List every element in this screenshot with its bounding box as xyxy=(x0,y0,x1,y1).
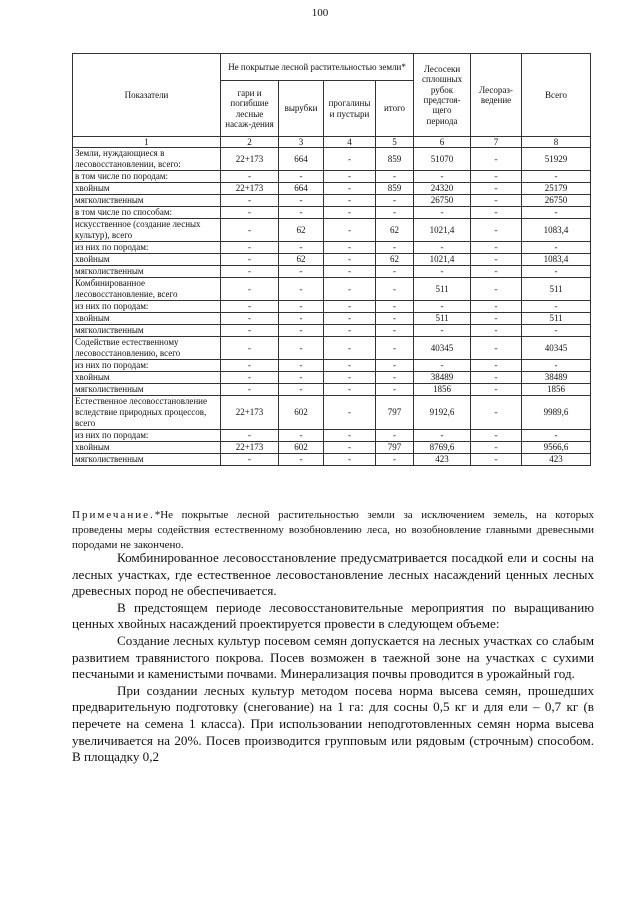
table-body xyxy=(73,148,591,466)
row-value-c4: 859 xyxy=(376,183,414,195)
row-value-c6: - xyxy=(471,171,522,183)
table-row xyxy=(73,278,591,301)
row-value-c5: 511 xyxy=(414,313,471,325)
row-label: из них по породам: xyxy=(73,430,221,442)
column-number: 8 xyxy=(522,137,591,148)
row-value-c1: - xyxy=(221,254,279,266)
row-value-c5: 38489 xyxy=(414,372,471,384)
row-value-c6: - xyxy=(471,278,522,301)
row-value-c3: - xyxy=(324,301,376,313)
row-value-c5: - xyxy=(414,301,471,313)
table-row xyxy=(73,442,591,454)
column-number: 7 xyxy=(471,137,522,148)
body-text xyxy=(72,550,594,766)
row-value-c3: - xyxy=(324,372,376,384)
column-number: 2 xyxy=(221,137,279,148)
row-value-c5: - xyxy=(414,266,471,278)
row-value-c1: - xyxy=(221,171,279,183)
row-value-c7: 511 xyxy=(522,313,591,325)
row-value-c7: - xyxy=(522,171,591,183)
row-value-c1: - xyxy=(221,360,279,372)
row-value-c7: 38489 xyxy=(522,372,591,384)
table-row xyxy=(73,266,591,278)
row-value-c5: 8769,6 xyxy=(414,442,471,454)
row-value-c2: - xyxy=(279,278,324,301)
row-value-c2: 62 xyxy=(279,254,324,266)
row-value-c4: - xyxy=(376,430,414,442)
row-label: Содействие естественному лесовосстановлению, всего xyxy=(73,337,221,360)
row-value-c7: 26750 xyxy=(522,195,591,207)
row-value-c4: - xyxy=(376,384,414,396)
row-value-c7: 9989,6 xyxy=(522,396,591,430)
header-afforestation: Лесораз-ведение xyxy=(471,54,522,137)
header-subtotal: итого xyxy=(376,81,414,137)
row-value-c5: - xyxy=(414,171,471,183)
row-value-c3: - xyxy=(324,278,376,301)
row-value-c5: 511 xyxy=(414,278,471,301)
column-number: 4 xyxy=(324,137,376,148)
row-value-c4: - xyxy=(376,301,414,313)
header-total: Всего xyxy=(522,54,591,137)
row-label: искусственное (создание лесных культур), всего xyxy=(73,219,221,242)
row-value-c6: - xyxy=(471,384,522,396)
table-row xyxy=(73,430,591,442)
paragraph: Комбинированное лесовосстановление предусматривается посадкой ели и сосны на лесных участках, где естественное лесовостановление лесных насаждений ценных лесных древесных пород не обеспечивается. xyxy=(72,550,594,599)
table-row xyxy=(73,313,591,325)
row-value-c1: - xyxy=(221,325,279,337)
row-value-c6: - xyxy=(471,301,522,313)
column-number: 3 xyxy=(279,137,324,148)
header-uncovered-lands: Не покрытые лесной растительностью земли* xyxy=(221,54,414,81)
row-value-c2: - xyxy=(279,207,324,219)
row-label: в том числе по породам: xyxy=(73,171,221,183)
row-value-c2: - xyxy=(279,301,324,313)
row-value-c3: - xyxy=(324,442,376,454)
row-label: Естественное лесовосстановление вследствие природных процессов, всего xyxy=(73,396,221,430)
row-value-c6: - xyxy=(471,372,522,384)
row-value-c3: - xyxy=(324,219,376,242)
table-row xyxy=(73,148,591,171)
paragraph: Создание лесных культур посевом семян допускается на лесных участках со слабым развитием травянистого покрова. Посев возможен в таежной зоне на участках с сухими песчаными и каменистыми почвами. Минерализация почвы проводится в урожайный год. xyxy=(72,632,594,682)
column-numbers-row xyxy=(73,137,591,148)
table-row xyxy=(73,183,591,195)
row-value-c2: - xyxy=(279,384,324,396)
row-value-c5: - xyxy=(414,325,471,337)
row-value-c2: - xyxy=(279,266,324,278)
row-value-c5: 40345 xyxy=(414,337,471,360)
row-value-c4: - xyxy=(376,278,414,301)
table-note xyxy=(72,508,594,553)
row-value-c2: - xyxy=(279,195,324,207)
row-value-c5: - xyxy=(414,360,471,372)
row-value-c4: - xyxy=(376,454,414,466)
row-value-c7: - xyxy=(522,325,591,337)
row-value-c7: - xyxy=(522,301,591,313)
header-indicators: Показатели xyxy=(73,54,221,137)
table-row xyxy=(73,195,591,207)
row-value-c3: - xyxy=(324,195,376,207)
row-label: мягколиственным xyxy=(73,266,221,278)
row-value-c4: 62 xyxy=(376,219,414,242)
row-value-c7: - xyxy=(522,207,591,219)
row-value-c6: - xyxy=(471,442,522,454)
table-row xyxy=(73,242,591,254)
row-value-c1: - xyxy=(221,219,279,242)
row-label: Комбинированное лесовосстановление, всего xyxy=(73,278,221,301)
row-value-c6: - xyxy=(471,266,522,278)
row-value-c2: - xyxy=(279,242,324,254)
row-label: из них по породам: xyxy=(73,360,221,372)
row-value-c3: - xyxy=(324,454,376,466)
row-value-c4: - xyxy=(376,360,414,372)
row-value-c1: - xyxy=(221,430,279,442)
row-value-c1: - xyxy=(221,372,279,384)
row-value-c1: 22+173 xyxy=(221,183,279,195)
row-value-c4: 62 xyxy=(376,254,414,266)
row-value-c1: - xyxy=(221,195,279,207)
table-row xyxy=(73,301,591,313)
row-value-c3: - xyxy=(324,325,376,337)
row-value-c4: - xyxy=(376,313,414,325)
row-value-c4: 859 xyxy=(376,148,414,171)
row-label: в том числе по способам: xyxy=(73,207,221,219)
row-value-c1: 22+173 xyxy=(221,442,279,454)
row-value-c7: - xyxy=(522,360,591,372)
row-value-c7: 51929 xyxy=(522,148,591,171)
row-value-c5: 24320 xyxy=(414,183,471,195)
row-value-c5: - xyxy=(414,207,471,219)
row-value-c7: 1856 xyxy=(522,384,591,396)
header-logging-sites: Лесосеки сплошных рубок предстоя-щего периода xyxy=(414,54,471,137)
row-value-c1: - xyxy=(221,301,279,313)
row-value-c6: - xyxy=(471,430,522,442)
row-value-c2: - xyxy=(279,313,324,325)
table-row xyxy=(73,337,591,360)
row-value-c7: 40345 xyxy=(522,337,591,360)
reforestation-table xyxy=(72,53,591,466)
row-value-c4: - xyxy=(376,207,414,219)
row-value-c4: - xyxy=(376,266,414,278)
row-value-c7: - xyxy=(522,242,591,254)
row-value-c4: - xyxy=(376,337,414,360)
row-value-c7: - xyxy=(522,266,591,278)
table-row xyxy=(73,360,591,372)
row-value-c1: - xyxy=(221,207,279,219)
row-value-c6: - xyxy=(471,195,522,207)
row-value-c4: 797 xyxy=(376,442,414,454)
row-value-c5: 9192,6 xyxy=(414,396,471,430)
paragraph: В предстоящем периоде лесовосстановительные мероприятия по выращиванию ценных хвойных насаждений проектируется провести в следующем объеме: xyxy=(72,599,594,632)
row-label: хвойным xyxy=(73,183,221,195)
row-label: хвойным xyxy=(73,254,221,266)
row-value-c6: - xyxy=(471,313,522,325)
row-value-c7: - xyxy=(522,430,591,442)
table-row xyxy=(73,171,591,183)
row-value-c7: 1083,4 xyxy=(522,254,591,266)
row-value-c2: 62 xyxy=(279,219,324,242)
row-value-c6: - xyxy=(471,219,522,242)
row-value-c6: - xyxy=(471,360,522,372)
row-label: мягколиственным xyxy=(73,325,221,337)
row-value-c3: - xyxy=(324,171,376,183)
row-label: из них по породам: xyxy=(73,242,221,254)
row-value-c3: - xyxy=(324,148,376,171)
column-number: 5 xyxy=(376,137,414,148)
row-value-c6: - xyxy=(471,454,522,466)
table-row xyxy=(73,454,591,466)
row-value-c7: 423 xyxy=(522,454,591,466)
row-label: мягколиственным xyxy=(73,195,221,207)
row-label: хвойным xyxy=(73,372,221,384)
table-row xyxy=(73,372,591,384)
row-value-c5: 51070 xyxy=(414,148,471,171)
row-value-c2: 602 xyxy=(279,396,324,430)
header-clearings: вырубки xyxy=(279,81,324,137)
table-row xyxy=(73,396,591,430)
row-label: мягколиственным xyxy=(73,384,221,396)
row-value-c6: - xyxy=(471,242,522,254)
row-value-c1: - xyxy=(221,337,279,360)
row-value-c2: - xyxy=(279,360,324,372)
row-value-c2: 664 xyxy=(279,148,324,171)
row-value-c1: - xyxy=(221,313,279,325)
page-number: 100 xyxy=(311,7,329,19)
row-value-c3: - xyxy=(324,337,376,360)
row-value-c4: - xyxy=(376,325,414,337)
row-value-c3: - xyxy=(324,242,376,254)
column-number: 6 xyxy=(414,137,471,148)
row-value-c3: - xyxy=(324,207,376,219)
row-value-c6: - xyxy=(471,207,522,219)
row-value-c5: - xyxy=(414,430,471,442)
row-value-c5: 26750 xyxy=(414,195,471,207)
row-value-c4: - xyxy=(376,195,414,207)
row-value-c3: - xyxy=(324,360,376,372)
row-value-c3: - xyxy=(324,384,376,396)
row-value-c1: 22+173 xyxy=(221,396,279,430)
row-value-c2: - xyxy=(279,454,324,466)
table-row xyxy=(73,384,591,396)
row-value-c4: 797 xyxy=(376,396,414,430)
row-value-c2: 664 xyxy=(279,183,324,195)
row-value-c6: - xyxy=(471,396,522,430)
row-value-c3: - xyxy=(324,183,376,195)
row-value-c7: 1083,4 xyxy=(522,219,591,242)
row-value-c6: - xyxy=(471,337,522,360)
row-value-c4: - xyxy=(376,171,414,183)
row-value-c1: - xyxy=(221,384,279,396)
row-value-c5: 1021,4 xyxy=(414,219,471,242)
header-glades: прогалины и пустыри xyxy=(324,81,376,137)
row-value-c5: 423 xyxy=(414,454,471,466)
row-value-c3: - xyxy=(324,430,376,442)
row-value-c2: - xyxy=(279,372,324,384)
row-value-c3: - xyxy=(324,254,376,266)
table-row xyxy=(73,325,591,337)
row-label: из них по породам: xyxy=(73,301,221,313)
row-label: Земли, нуждающиеся в лесовосстановлении, всего: xyxy=(73,148,221,171)
row-value-c4: - xyxy=(376,242,414,254)
row-value-c1: - xyxy=(221,242,279,254)
row-value-c2: - xyxy=(279,325,324,337)
row-value-c5: 1856 xyxy=(414,384,471,396)
row-value-c1: 22+173 xyxy=(221,148,279,171)
row-value-c6: - xyxy=(471,325,522,337)
paragraph: При создании лесных культур методом посева норма высева семян, прошедших предварительную подготовку (снегование) на 1 га: для сосны 0,5 кг и для ели – 0,7 кг (в перечете на семена 1 класса). При использовании неподготовленных семян норма высева увеличивается на 20%. Посев производится групповым или рядовым (строчным) способом. В площадку 0,2 xyxy=(72,682,594,765)
row-value-c5: 1021,4 xyxy=(414,254,471,266)
row-label: хвойным xyxy=(73,313,221,325)
row-value-c3: - xyxy=(324,313,376,325)
row-value-c2: - xyxy=(279,430,324,442)
column-number: 1 xyxy=(73,137,221,148)
row-value-c7: 511 xyxy=(522,278,591,301)
table-row xyxy=(73,219,591,242)
row-value-c6: - xyxy=(471,148,522,171)
note-text: *Не покрытые лесной растительностью земли за исключением земель, на которых проведены меры содействия естественному возобновлению леса, но возобновление главными древесными породами не закончено. xyxy=(72,509,594,551)
row-value-c2: - xyxy=(279,337,324,360)
row-value-c7: 9566,6 xyxy=(522,442,591,454)
row-value-c6: - xyxy=(471,183,522,195)
row-value-c2: - xyxy=(279,171,324,183)
row-value-c7: 25179 xyxy=(522,183,591,195)
header-burns: гари и погибшие лесные насаж-дения xyxy=(221,81,279,137)
row-value-c3: - xyxy=(324,396,376,430)
row-value-c5: - xyxy=(414,242,471,254)
table-row xyxy=(73,207,591,219)
note-label: Примечание. xyxy=(72,509,155,521)
table-row xyxy=(73,254,591,266)
row-label: мягколиственным xyxy=(73,454,221,466)
row-value-c4: - xyxy=(376,372,414,384)
row-value-c2: 602 xyxy=(279,442,324,454)
row-value-c1: - xyxy=(221,266,279,278)
row-value-c1: - xyxy=(221,454,279,466)
row-label: хвойным xyxy=(73,442,221,454)
row-value-c3: - xyxy=(324,266,376,278)
row-value-c1: - xyxy=(221,278,279,301)
row-value-c6: - xyxy=(471,254,522,266)
